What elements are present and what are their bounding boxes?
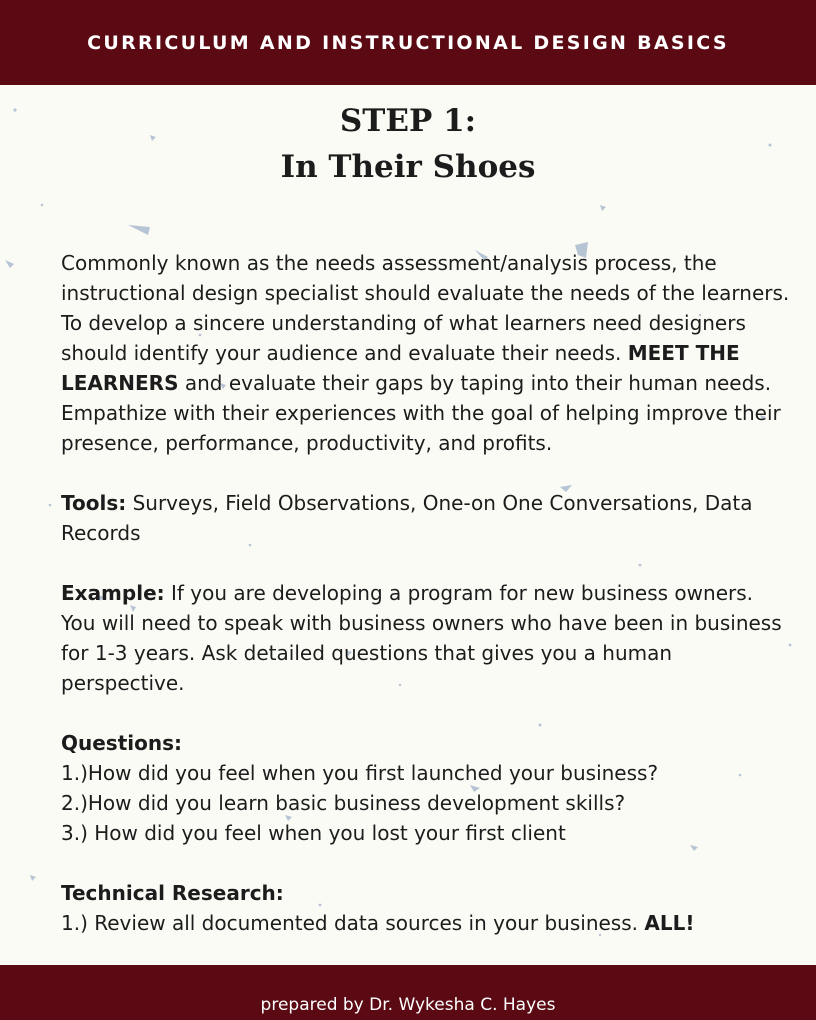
example-text: If you are developing a program for new business owners. You will need to speak with business owners who have been in business for 1-3 years. Ask detailed questions that gives you a human perspective. bbox=[61, 581, 782, 695]
tools-label: Tools: bbox=[61, 491, 127, 515]
tools-text: Surveys, Field Observations, One-on One Conversations, Data Records bbox=[61, 491, 753, 545]
question-item: 3.) How did you feel when you lost your first client bbox=[61, 821, 566, 845]
questions-label: Questions: bbox=[61, 731, 183, 755]
step-heading bbox=[0, 98, 816, 190]
question-item: 1.)How did you feel when you first launched your business? bbox=[61, 761, 659, 785]
example-paragraph bbox=[61, 578, 791, 698]
footer-credit: prepared by Dr. Wykesha C. Hayes bbox=[260, 995, 556, 1015]
step-number: STEP 1: bbox=[339, 103, 477, 139]
technical-item-emphasis: ALL! bbox=[644, 911, 695, 935]
step-subtitle: In Their Shoes bbox=[280, 149, 536, 185]
technical-research-label: Technical Research: bbox=[61, 881, 284, 905]
tools-paragraph bbox=[61, 488, 791, 548]
technical-research-block bbox=[61, 878, 791, 938]
header-band bbox=[0, 0, 816, 85]
header-title: CURRICULUM AND INSTRUCTIONAL DESIGN BASICS bbox=[87, 31, 729, 54]
intro-text-2: and evaluate their gaps by taping into their human needs. Empathize with their experiences with the goal of helping improve their presence, performance, productivity, and profits. bbox=[61, 371, 781, 455]
intro-emphasis: MEET THE LEARNERS bbox=[61, 341, 740, 395]
technical-item: 1.) Review all documented data sources in your business. bbox=[61, 911, 645, 935]
questions-block bbox=[61, 728, 791, 848]
intro-paragraph bbox=[61, 248, 791, 458]
intro-text-1: Commonly known as the needs assessment/analysis process, the instructional design specialist should evaluate the needs of the learners. To develop a sincere understanding of what learners need designers should identify your audience and evaluate their needs. bbox=[61, 251, 790, 365]
question-item: 2.)How did you learn basic business development skills? bbox=[61, 791, 626, 815]
body-content bbox=[61, 248, 791, 968]
footer-band bbox=[0, 965, 816, 1020]
example-label: Example: bbox=[61, 581, 165, 605]
